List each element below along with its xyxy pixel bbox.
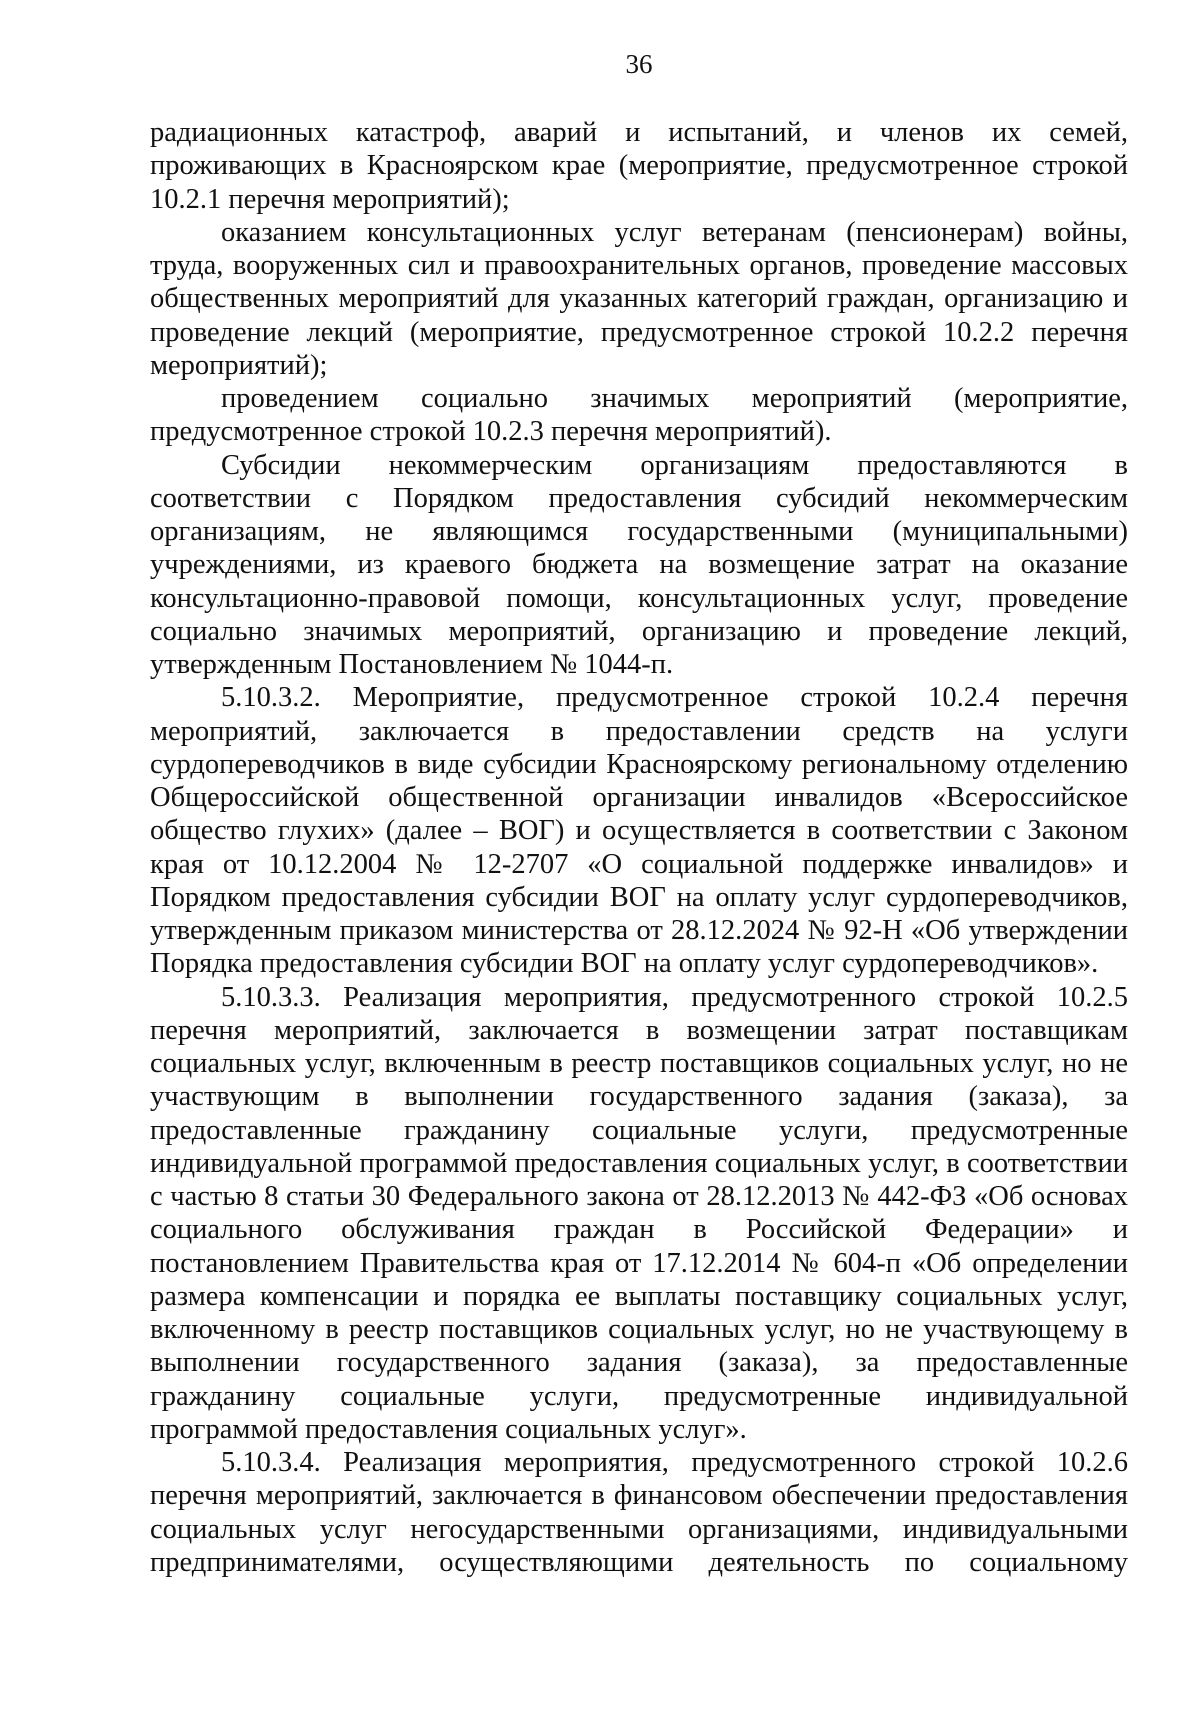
paragraph-5-10-3-4: 5.10.3.4. Реализация мероприятия, предусмотренного строкой 10.2.6 перечня мероприятий, заключается в финансовом обеспечении предоставления социальных услуг негосударственными организациями, индивидуальными предпринимателями, осуществляющими деятельность по социальному: [150, 1447, 1128, 1578]
document-body: [150, 116, 1128, 1579]
paragraph-subsidies-nko: Субсидии некоммерческим организациям предоставляются в соответствии с Порядком предоставления субсидий некоммерческим организациям, не являющимся государственными (муниципальными) учреждениями, из краевого бюджета на возмещение затрат на оказание консультационно-правовой помощи, консультационных услуг, проведение социально значимых мероприятий, организацию и проведение лекций, утвержденным Постановлением № 1044-п.: [150, 449, 1128, 680]
paragraph-5-10-3-2: 5.10.3.2. Мероприятие, предусмотренное строкой 10.2.4 перечня мероприятий, заключается в предоставлении средств на услуги сурдопереводчиков в виде субсидии Красноярскому региональному отделению Общероссийской общественной организации инвалидов «Всероссийское общество глухих» (далее – ВОГ) и осуществляется в соответствии с Законом края от 10.12.2004 № 12-2707 «О социальной поддержке инвалидов» и Порядком предоставления субсидии ВОГ на оплату услуг сурдопереводчиков, утвержденным приказом министерства от 28.12.2024 № 92-Н «Об утверждении Порядка предоставления субсидии ВОГ на оплату услуг сурдопереводчиков».: [150, 682, 1128, 980]
paragraph-social-events: проведением социально значимых мероприятий (мероприятие, предусмотренное строкой 10.2.3 перечня мероприятий).: [150, 383, 1128, 448]
paragraph-5-10-3-3: 5.10.3.3. Реализация мероприятия, предусмотренного строкой 10.2.5 перечня мероприятий, заключается в возмещении затрат поставщикам социальных услуг, включенным в реестр поставщиков социальных услуг, но не участвующим в выполнении государственного задания (заказа), за предоставленные гражданину социальные услуги, предусмотренные индивидуальной программой предоставления социальных услуг, в соответствии с частью 8 статьи 30 Федерального закона от 28.12.2013 № 442-ФЗ «Об основах социального обслуживания граждан в Российской Федерации» и постановлением Правительства края от 17.12.2014 № 604-п «Об определении размера компенсации и порядка ее выплаты поставщику социальных услуг, включенному в реестр поставщиков социальных услуг, но не участвующему в выполнении государственного задания (заказа), за предоставленные гражданину социальные услуги, предусмотренные индивидуальной программой предоставления социальных услуг».: [150, 981, 1128, 1445]
paragraph-consulting-services: оказанием консультационных услуг ветеранам (пенсионерам) войны, труда, вооруженных сил и правоохранительных органов, проведение массовых общественных мероприятий для указанных категорий граждан, организацию и проведение лекций (мероприятие, предусмотренное строкой 10.2.2 перечня мероприятий);: [150, 216, 1128, 381]
document-page: [150, 0, 1128, 1724]
paragraph-continuation: радиационных катастроф, аварий и испытаний, и членов их семей, проживающих в Красноярском крае (мероприятие, предусмотренное строкой 10.2.1 перечня мероприятий);: [150, 117, 1128, 215]
page-number: 36: [625, 49, 653, 79]
